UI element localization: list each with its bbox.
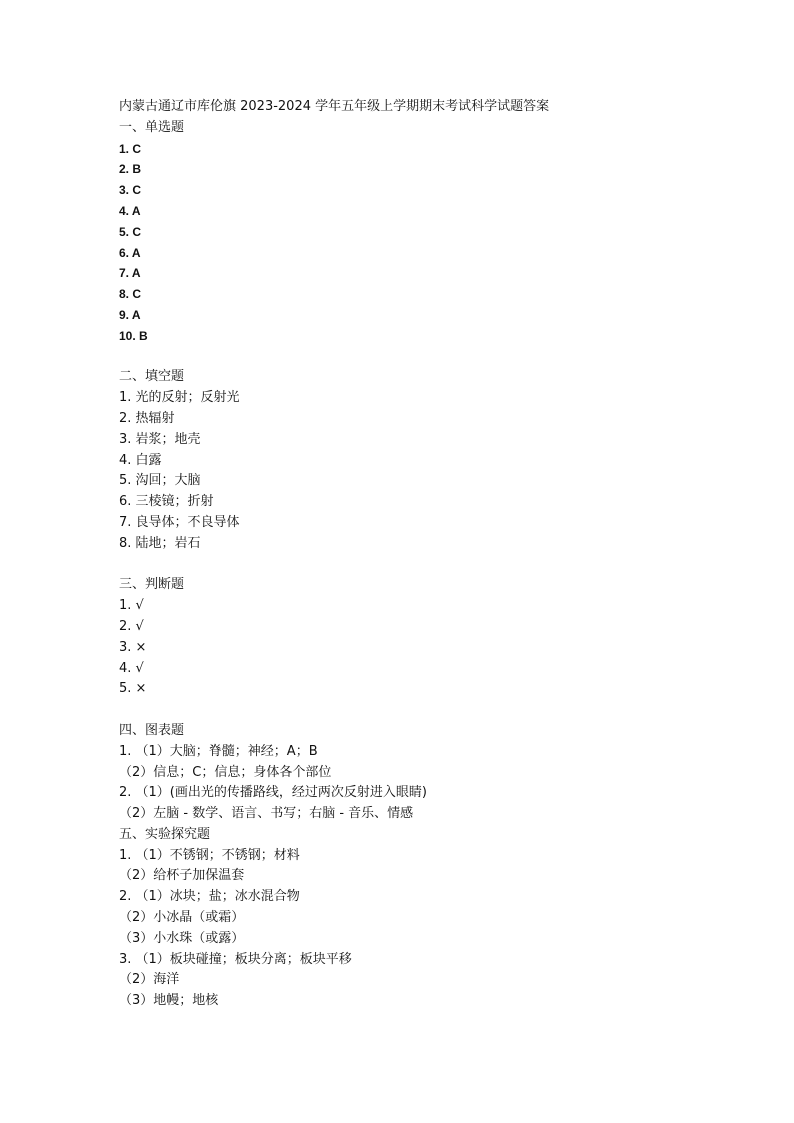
answer-item: 5. 沟回；大脑	[119, 473, 201, 489]
answer-item: 8. 陆地；岩石	[119, 535, 201, 551]
answer-item: 10. B	[119, 328, 148, 343]
answer-item: 4. 白露	[119, 452, 162, 468]
answer-item: 2. 热辐射	[119, 410, 175, 426]
section-heading-experiment: 五、实验探究题	[119, 826, 211, 842]
answer-item: 4. A	[119, 203, 141, 218]
answer-item: 1. √	[119, 598, 144, 614]
answer-item: 2. √	[119, 618, 144, 634]
answer-item: （2）海洋	[119, 972, 180, 988]
answer-item: 4. √	[119, 660, 144, 676]
answer-item: 2. （1）(画出光的传播路线，经过两次反射进入眼睛)	[119, 785, 427, 801]
section-spacer	[119, 700, 739, 721]
answer-item: 9. A	[119, 307, 141, 322]
answer-item: 6. 三棱镜；折射	[119, 494, 214, 510]
answer-item: 8. C	[119, 287, 142, 302]
answer-item: 2. （1）冰块；盐；冰水混合物	[119, 889, 300, 905]
answer-item: 1. （1）大脑；脊髓；神经；A；B	[119, 743, 318, 759]
section-heading-fill-blank: 二、填空题	[119, 369, 185, 385]
answer-item: 3. 岩浆；地壳	[119, 431, 201, 447]
document-title: 内蒙古通辽市库伦旗 2023-2024 学年五年级上学期期末考试科学试题答案	[119, 99, 550, 114]
answer-item: （2）给杯子加保温套	[119, 868, 245, 884]
answer-item: （3）小水珠（或露）	[119, 930, 245, 946]
answer-item: 6. A	[119, 245, 141, 260]
section-heading-single-choice: 一、单选题	[119, 119, 185, 135]
answer-item: （2）信息；C；信息；身体各个部位	[119, 764, 332, 780]
answer-item: （2）小冰晶（或霜）	[119, 910, 245, 926]
answer-item: 7. A	[119, 266, 141, 281]
section-heading-chart: 四、图表题	[119, 722, 185, 738]
answer-item: 3. ×	[119, 639, 147, 655]
answer-item: 3. （1）板块碰撞；板块分离；板块平移	[119, 951, 352, 967]
section-spacer	[119, 347, 739, 368]
answer-key	[119, 97, 739, 1012]
answer-item: 1. C	[119, 141, 142, 156]
answer-item: （3）地幔；地核	[119, 993, 219, 1009]
answer-item: 5. C	[119, 224, 142, 239]
answer-item: （2）左脑 - 数学、语言、书写；右脑 - 音乐、情感	[119, 806, 414, 822]
section-heading-true-false: 三、判断题	[119, 577, 185, 593]
answer-item: 5. ×	[119, 681, 147, 697]
answer-item: 1. （1）不锈钢；不锈钢；材料	[119, 847, 300, 863]
section-spacer	[119, 555, 739, 576]
answer-item: 7. 良导体；不良导体	[119, 514, 240, 530]
answer-item: 3. C	[119, 183, 142, 198]
answer-item: 2. B	[119, 162, 142, 177]
answer-item: 1. 光的反射；反射光	[119, 390, 240, 406]
